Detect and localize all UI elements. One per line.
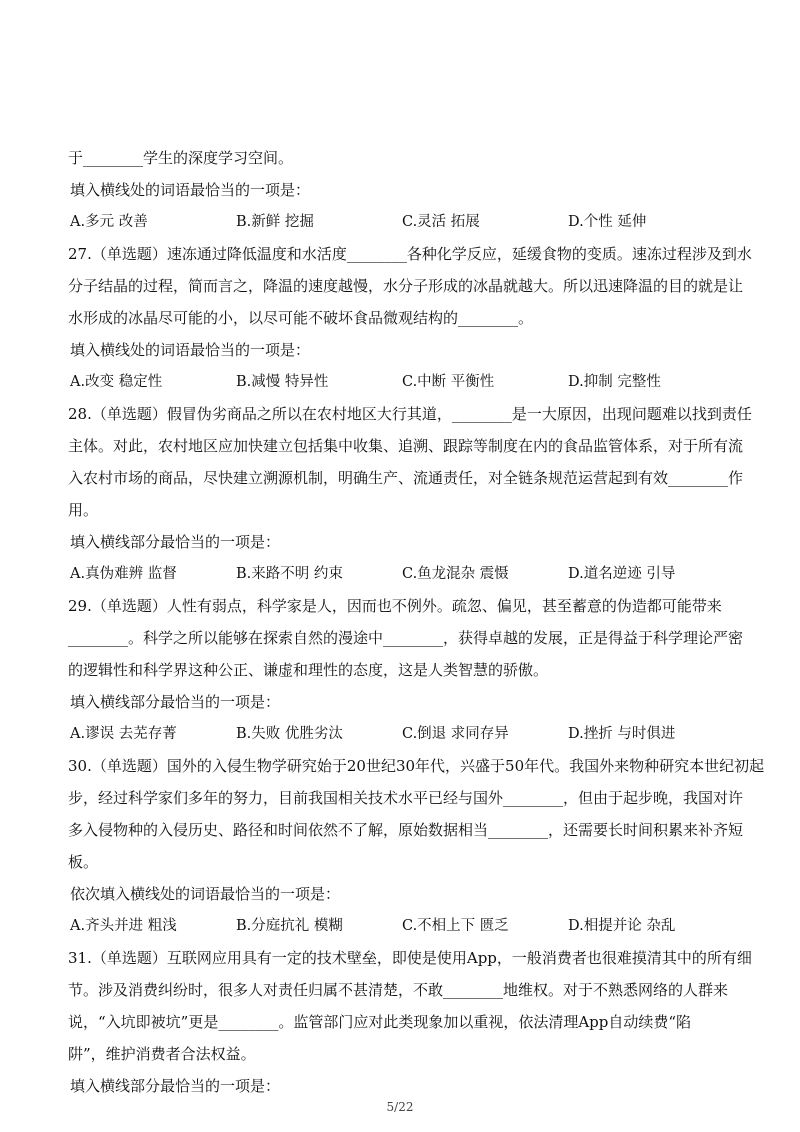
q26-prompt: 填入横线处的词语最恰当的一项是： bbox=[70, 181, 311, 199]
q28-line-2: 主体。对此，农村地区应加快建立包括集中收集、追溯、跟踪等制度在内的食品监管体系，对于所有流 bbox=[68, 437, 744, 455]
q28-line-3: 入农村市场的商品，尽快建立溯源机制，明确生产、流通责任，对全链条规范运营起到有效________作 bbox=[68, 469, 744, 487]
q27-option-d[interactable]: D.抑制 完整性 bbox=[568, 374, 661, 390]
q28-line-4: 用。 bbox=[68, 501, 99, 519]
q29-options bbox=[70, 718, 735, 750]
q30-options bbox=[70, 910, 735, 942]
q28-option-a[interactable]: A.真伪难辨 监督 bbox=[70, 566, 177, 582]
q30-line-2: 步，经过科学家们多年的努力，目前我国相关技术水平已经与国外________，但由于起步晚，我国对许 bbox=[68, 789, 744, 807]
q31-line-1: 31.（单选题）互联网应用具有一定的技术壁垒，即使是使用App，一般消费者也很难摸清其中的所有细 bbox=[68, 949, 752, 967]
q26-option-d[interactable]: D.个性 延伸 bbox=[568, 214, 647, 230]
q29-line-3: 的逻辑性和科学界这种公正、谦虚和理性的态度，这是人类智慧的骄傲。 bbox=[68, 661, 549, 679]
q27-line-3: 水形成的冰晶尽可能的小，以尽可能不破坏食品微观结构的________。 bbox=[68, 309, 534, 327]
q28-options bbox=[70, 558, 735, 590]
q29-option-c[interactable]: C.倒退 求同存异 bbox=[402, 726, 509, 742]
q27-prompt: 填入横线处的词语最恰当的一项是： bbox=[70, 341, 311, 359]
q31-prompt: 填入横线部分最恰当的一项是： bbox=[70, 1077, 281, 1095]
q26-options bbox=[70, 206, 735, 238]
q29-line-1: 29.（单选题）人性有弱点，科学家是人，因而也不例外。疏忽、偏见，甚至蓄意的伪造都可能带来 bbox=[68, 597, 722, 615]
page-number: 5/22 bbox=[386, 1100, 414, 1114]
q26-option-a[interactable]: A.多元 改善 bbox=[70, 214, 148, 230]
q27-line-2: 分子结晶的过程，简而言之，降温的速度越慢，水分子形成的冰晶就越大。所以迅速降温的目的就是让 bbox=[68, 277, 744, 295]
q29-option-a[interactable]: A.谬误 去芜存菁 bbox=[70, 726, 177, 742]
q30-option-c[interactable]: C.不相上下 匮乏 bbox=[402, 918, 509, 934]
q26-tail: 于________学生的深度学习空间。 bbox=[68, 149, 294, 167]
q30-line-3: 多入侵物种的入侵历史、路径和时间依然不了解，原始数据相当________，还需要长时间积累来补齐短 bbox=[68, 821, 744, 839]
q27-options bbox=[70, 366, 735, 398]
q30-option-b[interactable]: B.分庭抗礼 模糊 bbox=[236, 918, 343, 934]
q26-option-b[interactable]: B.新鲜 挖掘 bbox=[236, 214, 314, 230]
q31-line-4: 阱”，维护消费者合法权益。 bbox=[68, 1045, 256, 1063]
q29-option-b[interactable]: B.失败 优胜劣汰 bbox=[236, 726, 343, 742]
q28-option-d[interactable]: D.道名逆迹 引导 bbox=[568, 566, 676, 582]
q28-option-b[interactable]: B.来路不明 约束 bbox=[236, 566, 343, 582]
q30-option-a[interactable]: A.齐头并进 粗浅 bbox=[70, 918, 177, 934]
q27-option-c[interactable]: C.中断 平衡性 bbox=[402, 374, 495, 390]
q30-line-4: 板。 bbox=[68, 853, 99, 871]
q31-line-3: 说，“入坑即被坑”更是________。监管部门应对此类现象加以重视，依法清理App自动续费“陷 bbox=[68, 1013, 692, 1031]
q28-line-1: 28.（单选题）假冒伪劣商品之所以在农村地区大行其道，________是一大原因，出现问题难以找到责任 bbox=[68, 405, 752, 423]
q29-prompt: 填入横线部分最恰当的一项是： bbox=[70, 693, 281, 711]
q30-option-d[interactable]: D.相提并论 杂乱 bbox=[568, 918, 676, 934]
q27-option-b[interactable]: B.减慢 特异性 bbox=[236, 374, 329, 390]
q29-line-2: ________。科学之所以能够在探索自然的漫途中________，获得卓越的发展，正是得益于科学理论严密 bbox=[68, 629, 744, 647]
q29-option-d[interactable]: D.挫折 与时俱进 bbox=[568, 726, 676, 742]
q28-option-c[interactable]: C.鱼龙混杂 震慑 bbox=[402, 566, 509, 582]
q27-option-a[interactable]: A.改变 稳定性 bbox=[70, 374, 163, 390]
q30-prompt: 依次填入横线处的词语最恰当的一项是： bbox=[70, 885, 341, 903]
q31-line-2: 节。涉及消费纠纷时，很多人对责任归属不甚清楚，不敢________地维权。对于不熟悉网络的人群来 bbox=[68, 981, 729, 999]
q27-line-1: 27.（单选题）速冻通过降低温度和水活度________各种化学反应，延缓食物的变质。速冻过程涉及到水 bbox=[68, 245, 752, 263]
q26-option-c[interactable]: C.灵活 拓展 bbox=[402, 214, 480, 230]
q30-line-1: 30.（单选题）国外的入侵生物学研究始于20世纪30年代，兴盛于50年代。我国外来物种研究本世纪初起 bbox=[68, 757, 765, 775]
q28-prompt: 填入横线部分最恰当的一项是： bbox=[70, 533, 281, 551]
